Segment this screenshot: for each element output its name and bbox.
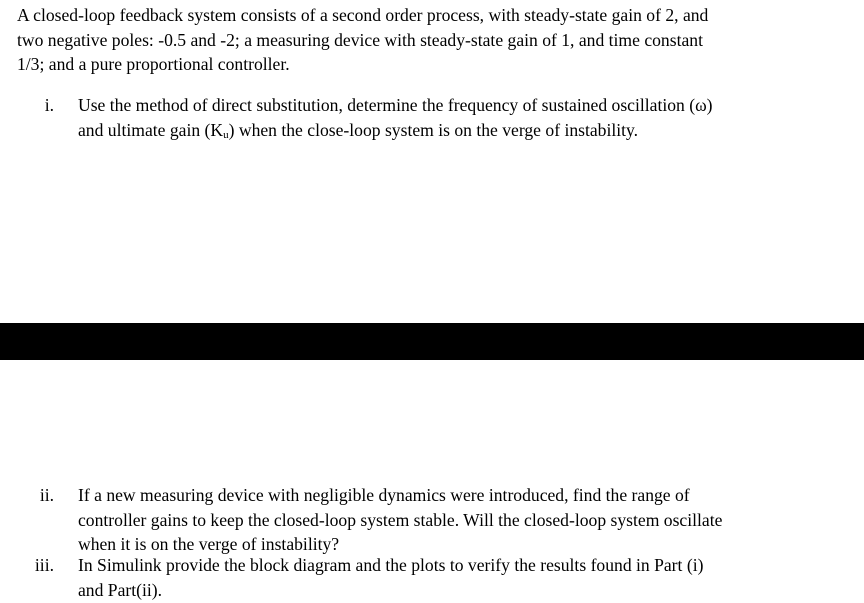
problem-statement: A closed-loop feedback system consists of a second order process, with steady-state gain of 2, and two negative poles: -0.5 and -2; a measuring device with steady-state gain of 1, and time constant 1/3; and a pure proportional controller. <box>17 5 709 75</box>
question-number: ii. <box>39 485 54 505</box>
question-text <box>78 93 814 147</box>
redaction-bar <box>0 323 864 360</box>
question-text-part2: ) when the close-loop system is on the verge of instability. <box>228 119 639 140</box>
ultimate-gain-subscript: u <box>223 128 229 141</box>
question-number: iii. <box>34 555 54 575</box>
question-text-part1: Use the method of direct substitution, determine the frequency of sustained oscillation (ω) and ultimate gain (K <box>78 95 713 140</box>
question-text: If a new measuring device with negligible dynamics were introduced, find the range of controller gains to keep the closed-loop system stable. Will the closed-loop system oscillate when it is on the verge of instability? <box>78 485 723 555</box>
question-text: In Simulink provide the block diagram and the plots to verify the results found in Part (i) and Part(ii). <box>78 555 704 600</box>
question-number: i. <box>44 95 54 115</box>
